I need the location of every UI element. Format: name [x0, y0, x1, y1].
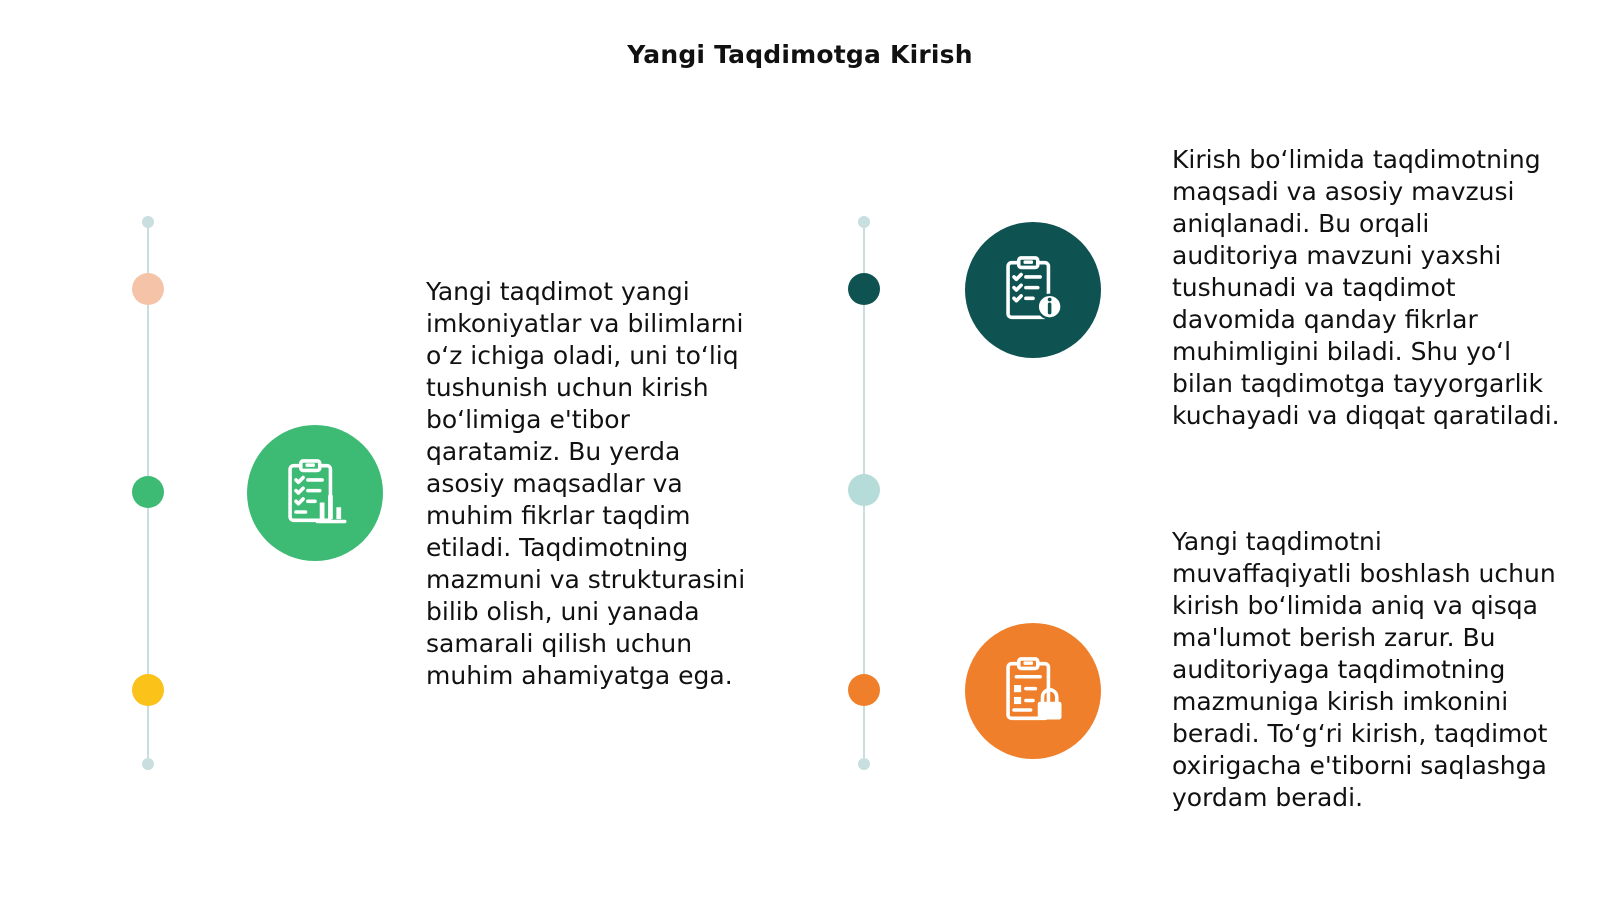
right-timeline-dot-light-teal — [848, 474, 880, 506]
clipboard-lock-icon — [995, 653, 1071, 729]
right-top-text-block: Kirish bo‘limida taqdimotning maqsadi va asosiy mavzusi aniqlanadi. Bu orqali auditoriya mavzuni yaxshi tushunadi va taqdimot davomida qanday fikrlar muhimligini biladi. Shu yo‘l bilan taqdimotga tayyorgarlik kuchayadi va diqqat qaratiladi. — [1172, 145, 1560, 430]
left-text-block: Yangi taqdimot yangi imkoniyatlar va bilimlarni o‘z ichiga oladi, uni to‘liq tushunish uchun kirish bo‘limiga e'tibor qaratamiz. Bu yerda asosiy maqsadlar va muhim fikrlar taqdim etiladi. Taqdimotning mazmuni va strukturasini bilib olish, uni yanada samarali qilish uchun muhim ahamiyatga ega. — [426, 277, 746, 690]
clipboard-info-icon — [995, 252, 1071, 328]
right-timeline-top-end — [858, 216, 870, 228]
left-timeline-bottom-end — [142, 758, 154, 770]
right-timeline-dot-orange — [848, 674, 880, 706]
right-bottom-text-block: Yangi taqdimotni muvaffaqiyatli boshlash uchun kirish bo‘limida aniq va qisqa ma'lumot berish zarur. Bu auditoriyaga taqdimotning mazmuniga kirish imkonini beradi. To‘g‘ri kirish, taqdimot oxirigacha e'tiborni saqlashga yordam beradi. — [1172, 527, 1556, 812]
clipboard-chart-icon — [277, 455, 353, 531]
left-timeline-dot-yellow — [132, 674, 164, 706]
left-timeline-dot-green — [132, 476, 164, 508]
left-timeline-top-end — [142, 216, 154, 228]
slide-title: Yangi Taqdimotga Kirish — [627, 40, 973, 69]
right-timeline-bottom-end — [858, 758, 870, 770]
left-timeline-dot-peach — [132, 273, 164, 305]
right-top-icon-circle — [965, 222, 1101, 358]
left-icon-circle — [247, 425, 383, 561]
right-timeline-dot-dark-teal — [848, 273, 880, 305]
right-bottom-icon-circle — [965, 623, 1101, 759]
